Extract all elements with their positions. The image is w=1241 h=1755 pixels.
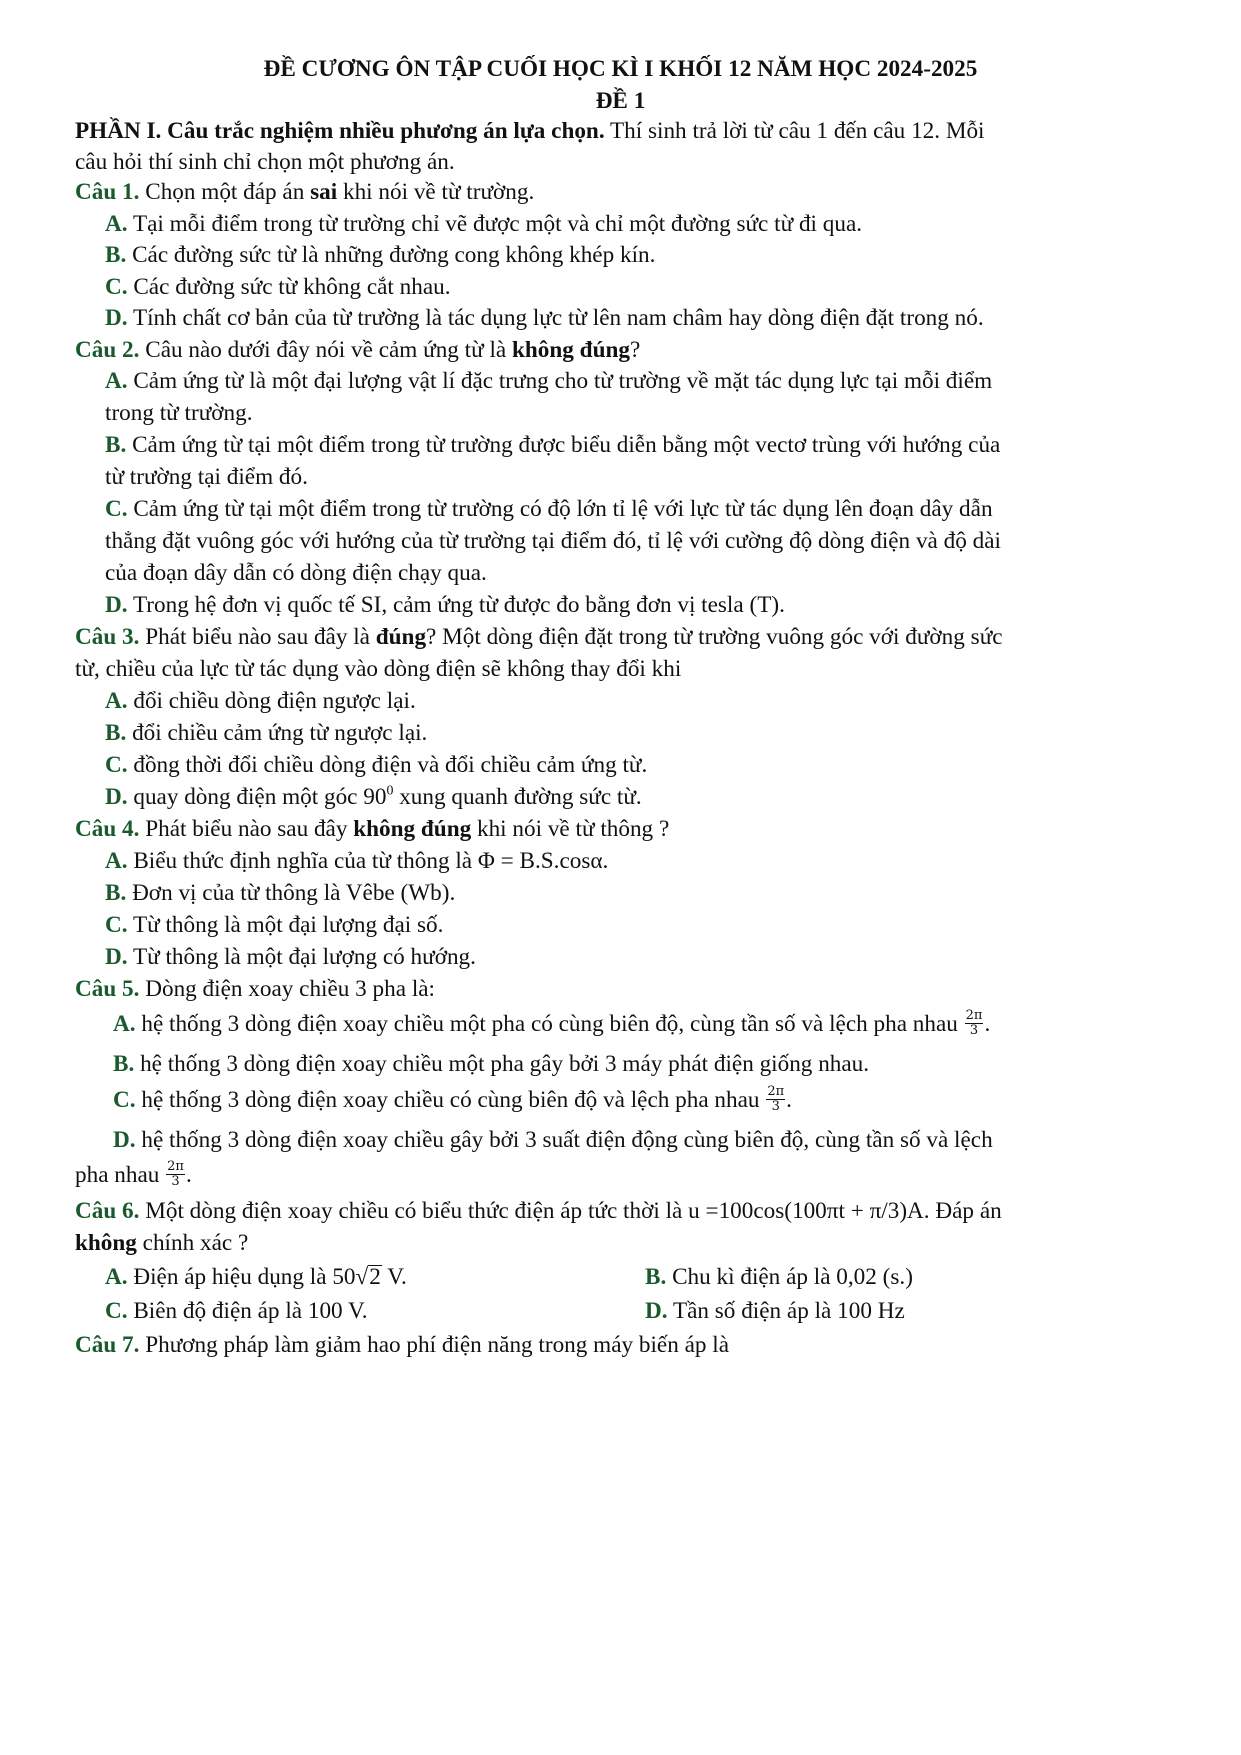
option-label: D. bbox=[105, 944, 128, 970]
question-4-text-b: khi nói về từ thông ? bbox=[471, 816, 670, 842]
option-label: C. bbox=[113, 1087, 136, 1113]
option-label: D. bbox=[105, 305, 128, 331]
option-label: C. bbox=[105, 912, 128, 938]
option-label: A. bbox=[105, 848, 128, 874]
question-3-stem-cont: từ, chiều của lực từ tác dụng vào dòng điện sẽ không thay đổi khi bbox=[75, 656, 682, 682]
option-text: V. bbox=[381, 1264, 407, 1290]
option-text: pha nhau bbox=[75, 1162, 166, 1188]
option-label: B. bbox=[105, 720, 127, 746]
question-1-text-b: khi nói về từ trường. bbox=[337, 179, 535, 205]
fraction-two-pi-over-three bbox=[766, 1085, 785, 1114]
question-1-option-c bbox=[105, 272, 451, 302]
part1-line1 bbox=[75, 116, 985, 146]
option-label: A. bbox=[113, 1011, 136, 1037]
option-text: Đơn vị của từ thông là Vêbe (Wb). bbox=[132, 880, 456, 906]
question-2-option-a bbox=[105, 366, 992, 396]
option-text: hệ thống 3 dòng điện xoay chiều có cùng biên độ và lệch pha nhau bbox=[141, 1087, 766, 1113]
question-2-keyword: không đúng bbox=[512, 337, 630, 363]
part1-instruction-a: Thí sinh trả lời từ câu 1 đến câu 12. Mỗi bbox=[604, 118, 985, 144]
option-label: A. bbox=[105, 688, 128, 714]
question-5-text: Dòng điện xoay chiều 3 pha là: bbox=[139, 976, 435, 1002]
question-5-stem bbox=[75, 974, 435, 1004]
question-4-option-d bbox=[105, 942, 476, 972]
option-text: Tần số điện áp là 100 Hz bbox=[672, 1298, 905, 1324]
fraction-two-pi-over-three bbox=[166, 1160, 185, 1189]
question-1-number: Câu 1. bbox=[75, 179, 140, 205]
question-4-number: Câu 4. bbox=[75, 816, 140, 842]
fraction-denominator: 3 bbox=[171, 1174, 180, 1190]
punctuation: . bbox=[786, 1087, 792, 1113]
question-3-option-b bbox=[105, 718, 427, 748]
question-2-option-c bbox=[105, 494, 993, 524]
option-text: hệ thống 3 dòng điện xoay chiều một pha có cùng biên độ, cùng tần số và lệch pha nhau bbox=[141, 1011, 964, 1037]
question-6-stem bbox=[75, 1196, 1002, 1226]
option-text: đổi chiều dòng điện ngược lại. bbox=[133, 688, 416, 714]
option-label: B. bbox=[105, 880, 127, 906]
question-3-option-c bbox=[105, 750, 647, 780]
question-5-option-a bbox=[113, 1009, 990, 1040]
option-label: D. bbox=[645, 1298, 668, 1324]
option-label: C. bbox=[105, 752, 128, 778]
option-label: C. bbox=[105, 496, 128, 522]
question-6-option-b bbox=[645, 1262, 913, 1292]
option-text: Các đường sức từ là những đường cong không khép kín. bbox=[132, 242, 656, 268]
question-2-stem bbox=[75, 335, 640, 365]
exam-number: ĐỀ 1 bbox=[595, 88, 646, 114]
question-4-text-a: Phát biểu nào sau đây bbox=[139, 816, 354, 842]
option-label: A. bbox=[105, 211, 128, 237]
question-3-option-d bbox=[105, 782, 642, 812]
option-label: D. bbox=[105, 784, 128, 810]
punctuation: . bbox=[185, 1162, 192, 1188]
question-7-stem bbox=[75, 1330, 729, 1360]
question-7-number: Câu 7. bbox=[75, 1332, 140, 1358]
question-2-text-a: Câu nào dưới đây nói về cảm ứng từ là bbox=[139, 337, 513, 363]
option-text: đổi chiều cảm ứng từ ngược lại. bbox=[132, 720, 428, 746]
question-1-option-b bbox=[105, 240, 655, 270]
option-text: hệ thống 3 dòng điện xoay chiều một pha gây bởi 3 máy phát điện giống nhau. bbox=[140, 1051, 870, 1077]
option-text: xung quanh đường sức từ. bbox=[393, 784, 642, 810]
option-text: Cảm ứng từ tại một điểm trong từ trường được biểu diễn bằng một vectơ trùng với hướng của bbox=[132, 432, 1001, 458]
question-4-option-a bbox=[105, 846, 608, 876]
fraction-numerator: 2π bbox=[167, 1159, 184, 1175]
question-1-option-d bbox=[105, 303, 984, 333]
option-label: C. bbox=[105, 1298, 128, 1324]
option-label: C. bbox=[105, 274, 128, 300]
option-text: quay dòng điện một góc 90 bbox=[133, 784, 387, 810]
question-2-text-b: ? bbox=[629, 337, 641, 363]
question-6-option-a bbox=[105, 1262, 407, 1292]
question-5-option-d bbox=[113, 1125, 993, 1155]
question-5-option-b bbox=[113, 1049, 869, 1079]
question-2-option-c-cont-1: thẳng đặt vuông góc với hướng của từ trường tại điểm đó, tỉ lệ với cường độ dòng điện và độ dài bbox=[105, 528, 1001, 554]
option-label: D. bbox=[105, 592, 128, 618]
question-5-option-c bbox=[113, 1085, 792, 1116]
punctuation: . bbox=[984, 1011, 991, 1037]
question-4-option-c bbox=[105, 910, 443, 940]
option-label: B. bbox=[105, 432, 127, 458]
question-6-text-b: chính xác ? bbox=[136, 1230, 249, 1256]
question-2-option-b bbox=[105, 430, 1000, 460]
option-text: Tính chất cơ bản của từ trường là tác dụng lực từ lên nam châm hay dòng điện đặt trong nó. bbox=[132, 305, 984, 331]
question-6-keyword: không bbox=[75, 1230, 137, 1256]
fraction-numerator: 2π bbox=[965, 1008, 983, 1024]
question-6-option-d bbox=[645, 1296, 905, 1326]
question-2-number: Câu 2. bbox=[75, 337, 140, 363]
question-2-option-d bbox=[105, 590, 785, 620]
question-4-option-b bbox=[105, 878, 455, 908]
option-text: Cảm ứng từ là một đại lượng vật lí đặc trưng cho từ trường về mặt tác dụng lực tại mỗi điểm bbox=[133, 368, 993, 394]
sqrt-radicand: 2 bbox=[369, 1264, 381, 1290]
question-3-text-a: Phát biểu nào sau đây là bbox=[139, 624, 376, 650]
question-2-option-a-cont: trong từ trường. bbox=[105, 400, 253, 426]
option-text: Các đường sức từ không cắt nhau. bbox=[133, 274, 451, 300]
question-2-option-c-cont-2: của đoạn dây dẫn có dòng điện chạy qua. bbox=[105, 560, 487, 586]
question-1-option-a bbox=[105, 209, 862, 239]
fraction-two-pi-over-three bbox=[965, 1009, 984, 1038]
question-4-stem bbox=[75, 814, 669, 844]
option-label: B. bbox=[105, 242, 127, 268]
question-5-option-d-cont bbox=[75, 1160, 192, 1191]
option-text: Từ thông là một đại lượng đại số. bbox=[132, 912, 444, 938]
question-3-stem bbox=[75, 622, 1003, 652]
option-label: A. bbox=[105, 1264, 128, 1290]
document-title: ĐỀ CƯƠNG ÔN TẬP CUỐI HỌC KÌ I KHỐI 12 NĂM HỌC 2024-2025 bbox=[263, 56, 978, 82]
fraction-denominator: 3 bbox=[771, 1099, 780, 1115]
question-3-keyword: đúng bbox=[375, 624, 427, 650]
option-text: Điện áp hiệu dụng là 50 bbox=[133, 1264, 356, 1290]
part1-heading: PHẦN I. Câu trắc nghiệm nhiều phương án lựa chọn. bbox=[75, 118, 605, 144]
question-6-text-a: Một dòng điện xoay chiều có biểu thức điện áp tức thời là u =100cos(100πt + π/3)A. Đáp án bbox=[139, 1198, 1002, 1224]
option-text: Từ thông là một đại lượng có hướng. bbox=[132, 944, 476, 970]
question-1-text-a: Chọn một đáp án bbox=[139, 179, 311, 205]
option-text: Tại mỗi điểm trong từ trường chỉ vẽ được một và chỉ một đường sức từ đi qua. bbox=[132, 211, 863, 237]
question-4-keyword: không đúng bbox=[353, 816, 472, 842]
question-6-option-c bbox=[105, 1296, 368, 1326]
option-text: Cảm ứng từ tại một điểm trong từ trường có độ lớn tỉ lệ với lực từ tác dụng lên đoạn dây dẫn bbox=[133, 496, 993, 522]
option-text: Biểu thức định nghĩa của từ thông là Φ = B.S.cosα. bbox=[133, 848, 609, 874]
fraction-numerator: 2π bbox=[767, 1084, 785, 1100]
question-2-option-b-cont: từ trường tại điểm đó. bbox=[105, 464, 308, 490]
question-1-keyword: sai bbox=[310, 179, 338, 205]
option-text: Trong hệ đơn vị quốc tế SI, cảm ứng từ được đo bằng đơn vị tesla (T). bbox=[132, 592, 785, 618]
question-7-text: Phương pháp làm giảm hao phí điện năng trong máy biến áp là bbox=[139, 1332, 730, 1358]
part1-instruction-b: câu hỏi thí sinh chỉ chọn một phương án. bbox=[75, 149, 455, 175]
question-3-text-b: ? Một dòng điện đặt trong từ trường vuông góc với đường sức bbox=[426, 624, 1003, 650]
question-3-number: Câu 3. bbox=[75, 624, 140, 650]
fraction-denominator: 3 bbox=[969, 1023, 979, 1039]
question-3-option-a bbox=[105, 686, 416, 716]
option-label: A. bbox=[105, 368, 128, 394]
option-label: D. bbox=[113, 1127, 136, 1153]
question-6-number: Câu 6. bbox=[75, 1198, 140, 1224]
option-label: B. bbox=[113, 1051, 135, 1077]
option-text: hệ thống 3 dòng điện xoay chiều gây bởi 3 suất điện động cùng biên độ, cùng tần số và lệch bbox=[141, 1127, 993, 1153]
degree-superscript: 0 bbox=[386, 783, 394, 799]
sqrt-sign-icon: √ bbox=[355, 1264, 369, 1290]
question-1-stem bbox=[75, 177, 534, 207]
option-text: Biên độ điện áp là 100 V. bbox=[133, 1298, 368, 1324]
option-label: B. bbox=[645, 1264, 667, 1290]
question-6-stem-cont bbox=[75, 1228, 248, 1258]
option-text: đồng thời đổi chiều dòng điện và đổi chiều cảm ứng từ. bbox=[133, 752, 648, 778]
question-5-number: Câu 5. bbox=[75, 976, 140, 1002]
option-text: Chu kì điện áp là 0,02 (s.) bbox=[672, 1264, 913, 1290]
